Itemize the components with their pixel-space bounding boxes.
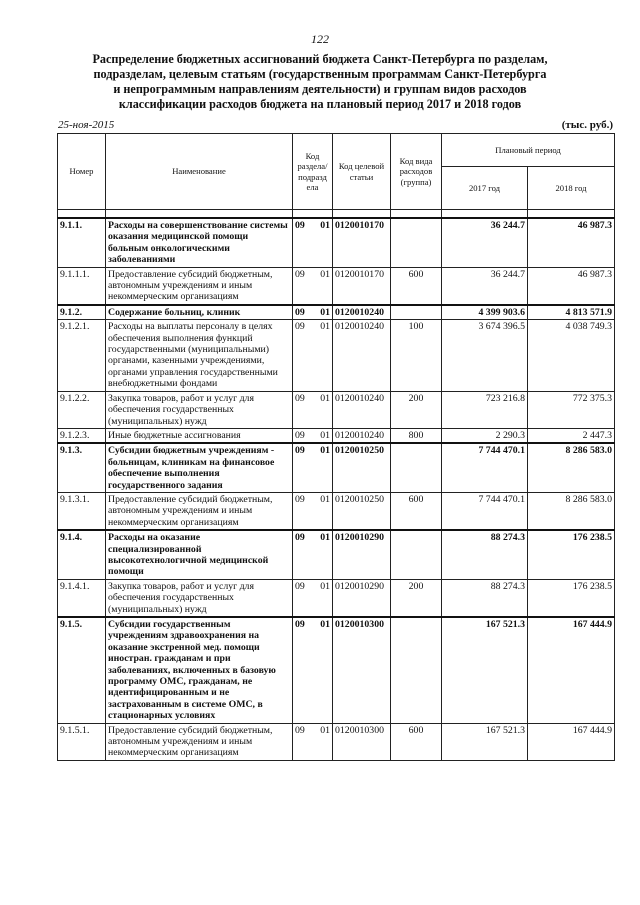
row-section: 09 (295, 220, 305, 231)
row-name: Предоставление субсидий бюджетным, автономным учреждениям и иным некоммерческим организациям (106, 492, 293, 530)
row-amount-2017: 167 521.3 (442, 617, 528, 723)
row-name: Расходы на совершенствование системы оказания медицинской помощи больным онкологическими заболеваниями (106, 218, 293, 267)
row-section: 09 (295, 445, 305, 457)
row-number: 9.1.3.1. (58, 492, 106, 530)
row-amount-2017: 723 216.8 (442, 391, 528, 428)
row-amount-2017: 3 674 396.5 (442, 320, 528, 391)
row-name: Субсидии бюджетным учреждениям - больницам, клиникам на финансовое обеспечение выполнения государственного задания (106, 443, 293, 492)
row-number: 9.1.4. (58, 530, 106, 579)
row-subsection: 01 (320, 306, 330, 318)
table-row (58, 723, 615, 760)
row-expense-group: 600 (391, 267, 442, 305)
row-name: Закупка товаров, работ и услуг для обеспечения государственных (муниципальных) нужд (106, 391, 293, 428)
page-number: 122 (311, 32, 329, 46)
row-expense-group: 800 (391, 428, 442, 443)
table-row (58, 492, 615, 530)
table-row (58, 443, 615, 492)
row-subsection: 01 (320, 532, 330, 544)
row-name: Предоставление субсидий бюджетным, автономным учреждениям и иным некоммерческим организациям (106, 723, 293, 760)
header-section-code: Код раздела/ подразд ела (293, 134, 333, 210)
row-amount-2017: 7 744 470.1 (442, 492, 528, 530)
row-target-code: 0120010170 (333, 218, 391, 267)
header-name: Наименование (106, 134, 293, 210)
row-section: 09 (295, 268, 305, 280)
header-target-code: Код целевой статьи (333, 134, 391, 210)
row-expense-group: 200 (391, 579, 442, 617)
row-amount-2017: 2 290.3 (442, 428, 528, 443)
row-amount-2018: 8 286 583.0 (528, 443, 615, 492)
row-subsection: 01 (320, 493, 330, 505)
row-amount-2018: 4 038 749.3 (528, 320, 615, 391)
row-number: 9.1.5. (58, 617, 106, 723)
header-expense-group-code: Код вида расходов (группа) (391, 134, 442, 210)
row-section-code (293, 443, 333, 492)
row-name: Закупка товаров, работ и услуг для обеспечения государственных (муниципальных) нужд (106, 579, 293, 617)
row-target-code: 0120010300 (333, 723, 391, 760)
row-subsection: 01 (320, 445, 330, 457)
row-section: 09 (295, 392, 305, 404)
row-subsection: 01 (320, 724, 330, 736)
table-row (58, 617, 615, 723)
header-year-2017: 2017 год (442, 167, 528, 210)
table-row (58, 579, 615, 617)
row-section: 09 (295, 532, 305, 544)
row-subsection: 01 (320, 321, 330, 333)
row-section: 09 (295, 306, 305, 318)
row-section-code (293, 320, 333, 391)
row-section-code (293, 428, 333, 443)
row-amount-2017: 88 274.3 (442, 530, 528, 579)
row-amount-2018: 8 286 583.0 (528, 492, 615, 530)
row-number: 9.1.1.1. (58, 267, 106, 305)
row-amount-2018: 167 444.9 (528, 617, 615, 723)
row-name: Содержание больниц, клиник (106, 305, 293, 320)
row-expense-group: 600 (391, 723, 442, 760)
row-subsection: 01 (320, 429, 330, 441)
row-amount-2017: 36 244.7 (442, 218, 528, 267)
header-number: Номер (58, 134, 106, 210)
row-name: Предоставление субсидий бюджетным, автономным учреждениям и иным некоммерческим организациям (106, 267, 293, 305)
row-expense-group (391, 218, 442, 267)
row-subsection: 01 (320, 619, 330, 630)
row-subsection: 01 (320, 392, 330, 404)
row-section-code (293, 218, 333, 267)
row-target-code: 0120010290 (333, 579, 391, 617)
document-date: 25-ноя-2015 (58, 119, 115, 131)
row-number: 9.1.2.2. (58, 391, 106, 428)
document-title (60, 52, 580, 112)
table-row (58, 305, 615, 320)
row-expense-group: 200 (391, 391, 442, 428)
row-section-code (293, 723, 333, 760)
row-number: 9.1.2.1. (58, 320, 106, 391)
row-expense-group (391, 530, 442, 579)
row-subsection: 01 (320, 268, 330, 280)
row-section: 09 (295, 619, 305, 630)
row-amount-2017: 7 744 470.1 (442, 443, 528, 492)
row-section-code (293, 617, 333, 723)
row-name: Субсидии государственным учреждениям здравоохранения на оказание экстренной мед. помощи иностран. гражданам и при заболеваниях, включенных в базовую программу ОМС, гражданам, не идентифицированным и не застрахованным в системе ОМС, в стационарных условиях (106, 617, 293, 723)
row-amount-2018: 176 238.5 (528, 530, 615, 579)
row-target-code: 0120010240 (333, 428, 391, 443)
row-amount-2017: 36 244.7 (442, 267, 528, 305)
row-amount-2018: 2 447.3 (528, 428, 615, 443)
row-number: 9.1.2.3. (58, 428, 106, 443)
row-amount-2018: 176 238.5 (528, 579, 615, 617)
row-name: Расходы на выплаты персоналу в целях обеспечения выполнения функций государственными (муниципальными) органами, казенными учреждениями, органами управления государственными внебюджетными фондами (106, 320, 293, 391)
row-amount-2017: 88 274.3 (442, 579, 528, 617)
table-row (58, 391, 615, 428)
row-expense-group: 100 (391, 320, 442, 391)
row-amount-2018: 46 987.3 (528, 267, 615, 305)
row-subsection: 01 (320, 580, 330, 592)
table-row (58, 218, 615, 267)
row-section-code (293, 492, 333, 530)
row-section-code (293, 530, 333, 579)
header-plan-period: Плановый период (442, 134, 615, 167)
row-section: 09 (295, 321, 305, 333)
header-year-2018: 2018 год (528, 167, 615, 210)
row-section-code (293, 267, 333, 305)
row-section: 09 (295, 724, 305, 736)
row-section-code (293, 391, 333, 428)
budget-table (57, 133, 615, 761)
row-section: 09 (295, 493, 305, 505)
row-section-code (293, 579, 333, 617)
row-target-code: 0120010300 (333, 617, 391, 723)
row-expense-group (391, 443, 442, 492)
row-section: 09 (295, 429, 305, 441)
row-amount-2018: 772 375.3 (528, 391, 615, 428)
row-section: 09 (295, 580, 305, 592)
row-target-code: 0120010240 (333, 320, 391, 391)
row-target-code: 0120010170 (333, 267, 391, 305)
table-row (58, 530, 615, 579)
row-expense-group: 600 (391, 492, 442, 530)
row-amount-2017: 4 399 903.6 (442, 305, 528, 320)
row-amount-2018: 46 987.3 (528, 218, 615, 267)
row-amount-2018: 167 444.9 (528, 723, 615, 760)
row-target-code: 0120010250 (333, 492, 391, 530)
row-target-code: 0120010290 (333, 530, 391, 579)
row-target-code: 0120010240 (333, 305, 391, 320)
title-line: классификации расходов бюджета на плановый период 2017 и 2018 годов (118, 97, 522, 111)
table-row (58, 320, 615, 391)
row-name: Иные бюджетные ассигнования (106, 428, 293, 443)
title-line: и непрограммным направлениям деятельности) и группам видов расходов (113, 82, 527, 96)
row-name: Расходы на оказание специализированной высокотехнологичной медицинской помощи (106, 530, 293, 579)
row-expense-group (391, 617, 442, 723)
row-number: 9.1.4.1. (58, 579, 106, 617)
row-section-code (293, 305, 333, 320)
table-row (58, 267, 615, 305)
row-number: 9.1.5.1. (58, 723, 106, 760)
table-body (58, 218, 615, 760)
title-line: подразделам, целевым статьям (государственным программам Санкт-Петербурга (93, 67, 547, 81)
units-label: (тыс. руб.) (561, 119, 613, 131)
title-line: Распределение бюджетных ассигнований бюджета Санкт-Петербурга по разделам, (92, 52, 548, 66)
row-expense-group (391, 305, 442, 320)
row-target-code: 0120010240 (333, 391, 391, 428)
row-subsection: 01 (320, 220, 330, 231)
row-amount-2017: 167 521.3 (442, 723, 528, 760)
row-number: 9.1.1. (58, 218, 106, 267)
row-number: 9.1.3. (58, 443, 106, 492)
table-row (58, 428, 615, 443)
row-target-code: 0120010250 (333, 443, 391, 492)
row-number: 9.1.2. (58, 305, 106, 320)
row-amount-2018: 4 813 571.9 (528, 305, 615, 320)
